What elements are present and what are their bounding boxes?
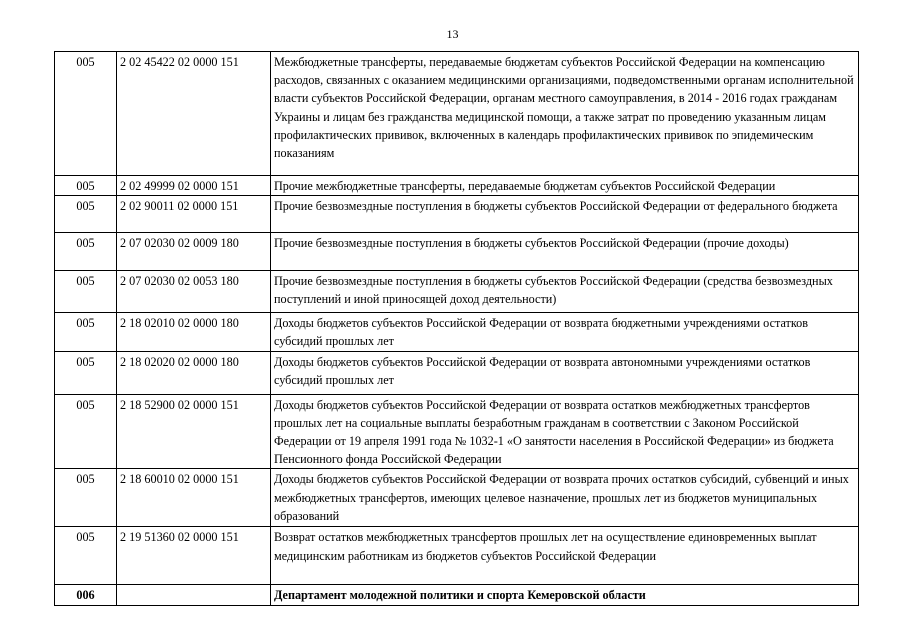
page-number: 13 (446, 27, 459, 41)
table-row (55, 527, 859, 585)
admin-code-cell: 005 (55, 351, 117, 394)
description-cell: Прочие безвозмездные поступления в бюджеты субъектов Российской Федерации (прочие доходы) (271, 233, 859, 271)
admin-code-cell: 005 (55, 527, 117, 585)
budget-code-cell: 2 18 02020 02 0000 180 (117, 351, 271, 394)
budget-code-cell (117, 585, 271, 605)
admin-code-cell: 005 (55, 313, 117, 351)
budget-code-cell: 2 18 60010 02 0000 151 (117, 469, 271, 527)
table-row (55, 394, 859, 469)
table-row (55, 271, 859, 313)
description-cell: Межбюджетные трансферты, передаваемые бюджетам субъектов Российской Федерации на компенсацию расходов, связанных с оказанием медицинскими организациями, подведомственными органам исполнительной власти субъектов Российской Федерации, органам местного самоуправления, в 2014 - 2016 годах гражданам Украины и лицам без гражданства медицинской помощи, а также затрат по проведению указанным лицам профилактических прививок, включенных в календарь профилактических прививок по эпидемическим показаниям (271, 52, 859, 176)
description-cell: Доходы бюджетов субъектов Российской Федерации от возврата остатков межбюджетных трансфертов прошлых лет на социальные выплаты безработным гражданам в соответствии с Законом Российской Федерации от 19 апреля 1991 года № 1032-1 «О занятости населения в Российской Федерации» из бюджета Пенсионного фонда Российской Федерации (271, 394, 859, 469)
table-row (55, 313, 859, 351)
budget-code-cell: 2 07 02030 02 0009 180 (117, 233, 271, 271)
department-header-row (55, 585, 859, 605)
admin-code-cell: 005 (55, 271, 117, 313)
budget-code-cell: 2 02 90011 02 0000 151 (117, 196, 271, 233)
table-row (55, 469, 859, 527)
admin-code-cell: 006 (55, 585, 117, 605)
budget-code-cell: 2 18 02010 02 0000 180 (117, 313, 271, 351)
budget-code-cell: 2 02 49999 02 0000 151 (117, 176, 271, 196)
budget-code-cell: 2 18 52900 02 0000 151 (117, 394, 271, 469)
budget-code-cell: 2 19 51360 02 0000 151 (117, 527, 271, 585)
budget-code-cell: 2 02 45422 02 0000 151 (117, 52, 271, 176)
admin-code-cell: 005 (55, 176, 117, 196)
department-name-cell: Департамент молодежной политики и спорта Кемеровской области (271, 585, 859, 605)
admin-code-cell: 005 (55, 196, 117, 233)
admin-code-cell: 005 (55, 233, 117, 271)
description-cell: Возврат остатков межбюджетных трансфертов прошлых лет на осуществление единовременных выплат медицинским работникам из бюджетов субъектов Российской Федерации (271, 527, 859, 585)
budget-code-cell: 2 07 02030 02 0053 180 (117, 271, 271, 313)
description-cell: Доходы бюджетов субъектов Российской Федерации от возврата бюджетными учреждениями остатков субсидий прошлых лет (271, 313, 859, 351)
table-row (55, 52, 859, 176)
table-row (55, 176, 859, 196)
admin-code-cell: 005 (55, 394, 117, 469)
admin-code-cell: 005 (55, 52, 117, 176)
revenue-codes-table (54, 51, 859, 606)
table-row (55, 196, 859, 233)
description-cell: Доходы бюджетов субъектов Российской Федерации от возврата автономными учреждениями остатков субсидий прошлых лет (271, 351, 859, 394)
description-cell: Прочие безвозмездные поступления в бюджеты субъектов Российской Федерации (средства безвозмездных поступлений и иной приносящей доход деятельности) (271, 271, 859, 313)
table-row (55, 351, 859, 394)
description-cell: Прочие межбюджетные трансферты, передаваемые бюджетам субъектов Российской Федерации (271, 176, 859, 196)
description-cell: Прочие безвозмездные поступления в бюджеты субъектов Российской Федерации от федерального бюджета (271, 196, 859, 233)
table-row (55, 233, 859, 271)
admin-code-cell: 005 (55, 469, 117, 527)
description-cell: Доходы бюджетов субъектов Российской Федерации от возврата прочих остатков субсидий, субвенций и иных межбюджетных трансфертов, имеющих целевое назначение, прошлых лет из бюджетов муниципальных образований (271, 469, 859, 527)
